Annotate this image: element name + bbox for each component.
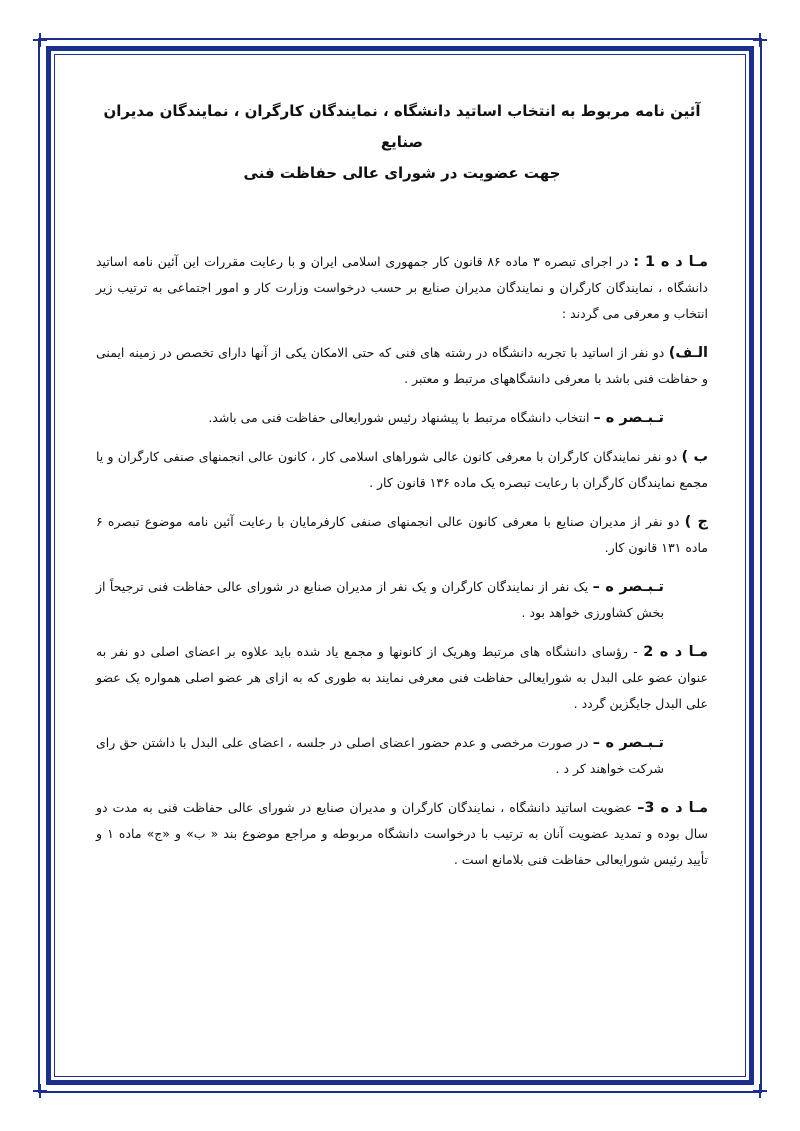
clause-jim bbox=[96, 509, 708, 561]
frame-corner-ornament bbox=[753, 33, 767, 47]
note-text: یک نفر از نمایندگان کارگران و یک نفر از مدیران صنایع در شورای عالی حفاظت فنی ترجیحاً از بخش کشاورزی خواهد بود . bbox=[96, 579, 664, 620]
note-label: تـبـصر ه – bbox=[592, 579, 664, 595]
note-label: تـبـصر ه – bbox=[592, 735, 664, 751]
clause-label: الـف) bbox=[668, 345, 708, 361]
clause-text: دو نفر از مدیران صنایع با معرفی کانون عالی انجمنهای صنفی کارفرمایان با رعایت آئین نامه موضوع تبصره ۶ ماده ۱۳۱ قانون کار. bbox=[96, 514, 708, 555]
article-label: مـا د ه 1 : bbox=[633, 254, 708, 270]
note-1 bbox=[96, 405, 708, 431]
clause-text: دو نفر از اساتید با تجربه دانشگاه در رشته های فنی که حتی الامکان یکی از آنها دارای تخصص در زمینه ایمنی و حفاظت فنی باشد با معرفی دانشگاههای مرتبط و معتبر . bbox=[96, 345, 708, 386]
frame-corner-ornament bbox=[33, 33, 47, 47]
note-3 bbox=[96, 730, 708, 782]
article-1 bbox=[96, 249, 708, 327]
title-line-2: جهت عضویت در شورای عالی حفاظت فنی bbox=[243, 164, 561, 182]
clause-label: ب ) bbox=[681, 449, 709, 465]
clause-text: دو نفر نمایندگان کارگران با معرفی کانون عالی شوراهای اسلامی کار ، کانون عالی انجمنهای صنفی کارگران و یا مجمع نمایندگان کارگران با رعایت تبصره یک ماده ۱۳۶ قانون کار . bbox=[96, 449, 708, 490]
article-text: در اجرای تبصره ۳ ماده ۸۶ قانون کار جمهوری اسلامی ایران و با رعایت مقررات این آئین نامه اساتید دانشگاه ، نمایندگان کارگران و نمایندگان مدیران صنایع بر حسب درخواست وزارت کار و امور اجتماعی به ترتیب زیر انتخاب و معرفی می گردند : bbox=[96, 254, 708, 321]
note-2 bbox=[96, 574, 708, 626]
document-title bbox=[96, 96, 708, 189]
frame-corner-ornament bbox=[753, 1084, 767, 1098]
clause-be bbox=[96, 444, 708, 496]
article-2 bbox=[96, 639, 708, 717]
note-text: انتخاب دانشگاه مرتبط با پیشنهاد رئیس شورایعالی حفاظت فنی می باشد. bbox=[208, 410, 594, 425]
frame-corner-ornament bbox=[33, 1084, 47, 1098]
document-body bbox=[96, 96, 708, 886]
article-label: مـا د ه 2 bbox=[643, 644, 709, 660]
article-text: - رؤسای دانشگاه های مرتبط وهریک از کانونها و مجمع یاد شده باید علاوه بر اعضای اصلی دو نفر به عنوان عضو علی البدل به شورایعالی حفاظت فنی معرفی نمایند به طوری که به ازای هر عضو اصلی همواره یک عضو علی البدل جایگزین گردد . bbox=[96, 644, 708, 711]
clause-alef bbox=[96, 340, 708, 392]
title-line-1: آئین نامه مربوط به انتخاب اساتید دانشگاه ، نمایندگان کارگران ، نمایندگان مدیران صنایع bbox=[103, 102, 701, 151]
article-label: مـا د ه 3– bbox=[637, 800, 708, 816]
clause-label: ج ) bbox=[684, 514, 708, 530]
article-3 bbox=[96, 795, 708, 873]
article-text: عضویت اساتید دانشگاه ، نمایندگان کارگران و مدیران صنایع در شورای عالی حفاظت فنی به مدت دو سال بوده و تمدید عضویت آنان به ترتیب با درخواست دانشگاه مربوطه و مراجع موضوع بند « ب» و «ج» ماده ۱ و تأیید رئیس شورایعالی حفاظت فنی بلامانع است . bbox=[96, 800, 708, 867]
note-text: در صورت مرخصی و عدم حضور اعضای اصلی در جلسه ، اعضای علی البدل با داشتن حق رای شرکت خواهند کر د . bbox=[96, 735, 664, 776]
note-label: تـبـصر ه – bbox=[593, 410, 664, 426]
